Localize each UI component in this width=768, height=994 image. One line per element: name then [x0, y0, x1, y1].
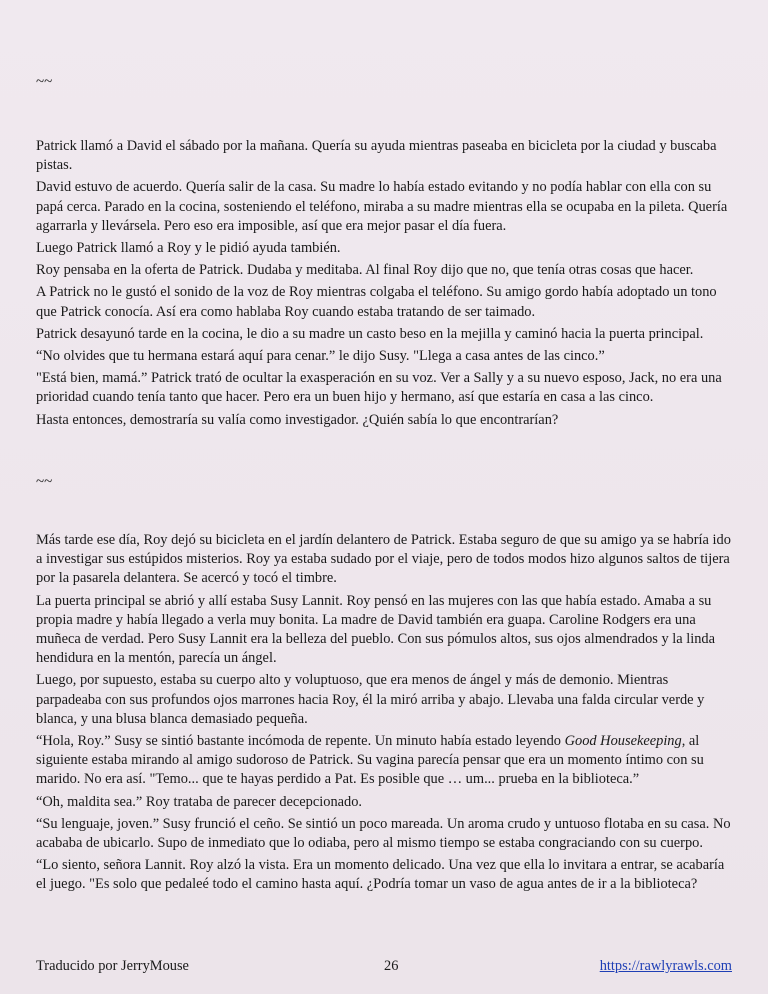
paragraph-text-before: “Hola, Roy.” Susy se sintió bastante incómoda de repente. Un minuto había estado leyendo	[36, 733, 565, 750]
translator-credit: Traducido por JerryMouse	[36, 958, 189, 974]
paragraph-text-after: , al siguiente estaba mirando al amigo sudoroso de Patrick. Su vagina parecía pensar que era un momento íntimo con su marido. No era así. "Temo... que te hayas perdido a Pat. Es posible que … um... prueba en la biblioteca.”	[36, 733, 704, 788]
paragraph: “No olvides que tu hermana estará aquí para cenar.” le dijo Susy. "Llega a casa antes de las cinco.”	[36, 348, 605, 365]
paragraph: “Oh, maldita sea.” Roy trataba de parecer decepcionado.	[36, 793, 363, 810]
paragraph: “Lo siento, señora Lannit. Roy alzó la vista. Era un momento delicado. Una vez que ella lo invitara a entrar, se acabaría el juego. "Es solo que pedaleé todo el camino hasta aquí. ¿Podría tomar un vaso de agua antes de ir a la biblioteca?	[36, 857, 725, 893]
section-separator: ~~	[36, 74, 53, 90]
section-separator: ~~	[36, 474, 53, 490]
paragraph: Hasta entonces, demostraría su valía como investigador. ¿Quién sabía lo que encontrarían?	[36, 411, 559, 428]
paragraph: A Patrick no le gustó el sonido de la voz de Roy mientras colgaba el teléfono. Su amigo gordo había adoptado un tono que Patrick conocía. Así era como hablaba Roy cuando estaba tratando de ser taimado.	[36, 284, 717, 320]
paragraph: Más tarde ese día, Roy dejó su bicicleta en el jardín delantero de Patrick. Estaba seguro de que su amigo ya se habría ido a investigar sus estúpidos misterios. Roy ya estaba sudado por el viaje, pero de todos modos hizo algunos saltos de tijera por la pasarela delantera. Se acercó y tocó el timbre.	[36, 532, 731, 587]
paragraph: Patrick desayunó tarde en la cocina, le dio a su madre un casto beso en la mejilla y caminó hacia la puerta principal.	[36, 325, 704, 342]
paragraph: “Su lenguaje, joven.” Susy frunció el ceño. Se sintió un poco mareada. Un aroma crudo y untuoso flotaba en su casa. No acababa de ubicarlo. Supo de inmediato que lo odiaba, pero al mismo tiempo se estaba congraciando con su cuerpo.	[36, 815, 731, 852]
page-footer	[36, 956, 732, 976]
paragraph: La puerta principal se abrió y allí estaba Susy Lannit. Roy pensó en las mujeres con las que había estado. Amaba a su propia madre y había llegado a verla muy bonita. La madre de David también era guapa. Caroline Rodgers era una muñeca de verdad. Pero Susy Lannit era la belleza del pueblo. Con sus pómulos altos, sus ojos almendrados y la linda hendidura en la mentón, parecía un ángel.	[36, 592, 716, 667]
magazine-title: Good Housekeeping	[564, 733, 682, 750]
page-number: 26	[384, 958, 399, 974]
section-1	[36, 137, 736, 433]
paragraph: "Está bien, mamá.” Patrick trató de ocultar la exasperación en su voz. Ver a Sally y a su nuevo esposo, Jack, no era una prioridad cuando tenía tanto que hacer. Pero era un buen hijo y hermano, así que estaría en casa a las cinco.	[36, 370, 722, 406]
paragraph: Patrick llamó a David el sábado por la mañana. Quería su ayuda mientras paseaba en bicicleta por la ciudad y buscaba pistas.	[36, 138, 717, 174]
paragraph: David estuvo de acuerdo. Quería salir de la casa. Su madre lo había estado evitando y no podía hablar con ella con su papá cerca. Parado en la cocina, sosteniendo el teléfono, miraba a su madre mientras ella se ocupaba en la pileta. Quería agarrarla y llevársela. Pero eso era imposible, así que era mejor pasar el día fuera.	[36, 179, 728, 234]
paragraph: Roy pensaba en la oferta de Patrick. Dudaba y meditaba. Al final Roy dijo que no, que tenía otras cosas que hacer.	[36, 262, 694, 279]
website-link[interactable]: https://rawlyrawls.com	[599, 958, 732, 974]
paragraph: Luego Patrick llamó a Roy y le pidió ayuda también.	[36, 240, 341, 257]
section-2	[36, 531, 736, 898]
paragraph: Luego, por supuesto, estaba su cuerpo alto y voluptuoso, que era menos de ángel y más de demonio. Mientras parpadeaba con sus profundos ojos marrones hacia Roy, él la miró arriba y abajo. Llevaba una falda circular verde y blanca, y una blusa blanca demasiado pequeña.	[36, 672, 705, 727]
paragraph	[36, 732, 736, 790]
